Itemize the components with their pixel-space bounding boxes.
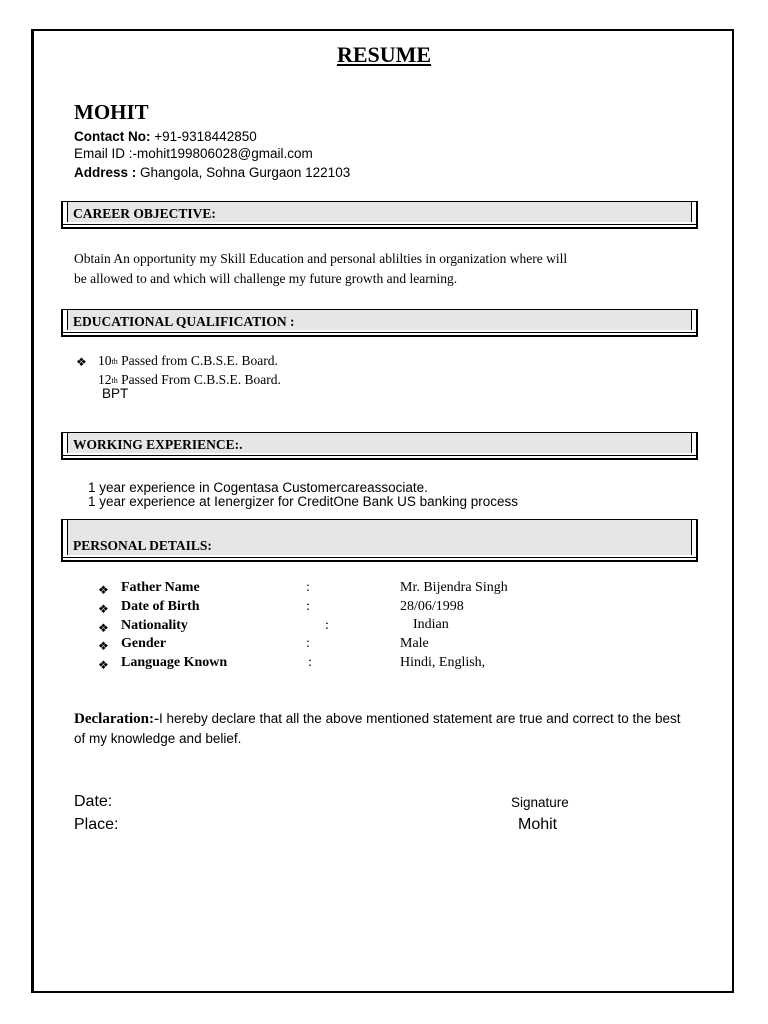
- section-heading: EDUCATIONAL QUALIFICATION :: [73, 314, 295, 329]
- personal-value: Hindi, English,: [400, 655, 486, 670]
- personal-row: [98, 581, 109, 599]
- phone-label: Contact No:: [74, 129, 151, 144]
- education-item-2: 12th Passed From C.B.S.E. Board.: [98, 372, 281, 387]
- education-item-3: BPT: [102, 386, 129, 401]
- section-personal-details: [61, 519, 698, 562]
- address-value: Ghangola, Sohna Gurgaon 122103: [136, 165, 351, 180]
- section-heading: WORKING EXPERIENCE:.: [73, 437, 243, 452]
- section-work-experience: [61, 432, 698, 460]
- personal-label: Gender: [121, 636, 167, 651]
- contact-email-line: Email ID :-mohit199806028@gmail.com: [74, 146, 313, 161]
- signature-name: Mohit: [518, 816, 558, 833]
- objective-line-1: Obtain An opportunity my Skill Education and personal ablilties in organization where will: [74, 251, 568, 266]
- bullet-icon: ❖: [98, 639, 109, 653]
- declaration-label: Declaration:-: [74, 711, 159, 727]
- personal-value: Mr. Bijendra Singh: [400, 580, 508, 595]
- address-label: Address :: [74, 165, 137, 180]
- experience-item-1: 1 year experience in Cogentasa Customercareassociate.: [88, 480, 428, 495]
- personal-colon: :: [306, 580, 310, 595]
- personal-label: Date of Birth: [121, 599, 200, 614]
- education-item-1: 10th Passed from C.B.S.E. Board.: [98, 353, 278, 368]
- section-career-objective: [61, 201, 698, 229]
- personal-value: 28/06/1998: [400, 599, 464, 614]
- bullet-icon: ❖: [98, 583, 109, 597]
- declaration: [74, 709, 694, 749]
- personal-value: Indian: [413, 617, 449, 632]
- personal-colon: :: [325, 618, 329, 633]
- resume-title: RESUME: [336, 42, 432, 67]
- bullet-icon: ❖: [98, 621, 109, 635]
- personal-label: Language Known: [121, 655, 228, 670]
- personal-label: Nationality: [121, 618, 188, 633]
- contact-address-line: [74, 165, 350, 180]
- objective-line-2: be allowed to and which will challenge my future growth and learning.: [74, 271, 458, 286]
- phone-value: +91-9318442850: [150, 129, 257, 144]
- education-bullet-icon: ❖: [76, 355, 87, 369]
- section-heading: CAREER OBJECTIVE:: [73, 206, 216, 221]
- personal-value: Male: [400, 636, 429, 651]
- bullet-icon: ❖: [98, 658, 109, 672]
- personal-colon: :: [306, 636, 310, 651]
- declaration-text: I hereby declare that all the above mentioned statement are true and correct to the best of my knowledge and belief.: [74, 711, 681, 746]
- personal-row: [98, 656, 109, 674]
- signature-label: Signature: [511, 795, 569, 810]
- personal-label: Father Name: [121, 580, 200, 595]
- candidate-name: MOHIT: [74, 100, 149, 124]
- personal-colon: :: [306, 599, 310, 614]
- personal-colon: :: [308, 655, 312, 670]
- bullet-icon: ❖: [98, 602, 109, 616]
- experience-item-2: 1 year experience at Ienergizer for CreditOne Bank US banking process: [88, 494, 518, 509]
- contact-phone-line: [74, 129, 257, 144]
- personal-row: [98, 637, 109, 655]
- personal-row: [98, 619, 109, 637]
- personal-row: [98, 600, 109, 618]
- section-education: [61, 309, 698, 337]
- date-label: Date:: [74, 793, 113, 810]
- place-label: Place:: [74, 816, 119, 833]
- section-heading: PERSONAL DETAILS:: [73, 538, 212, 553]
